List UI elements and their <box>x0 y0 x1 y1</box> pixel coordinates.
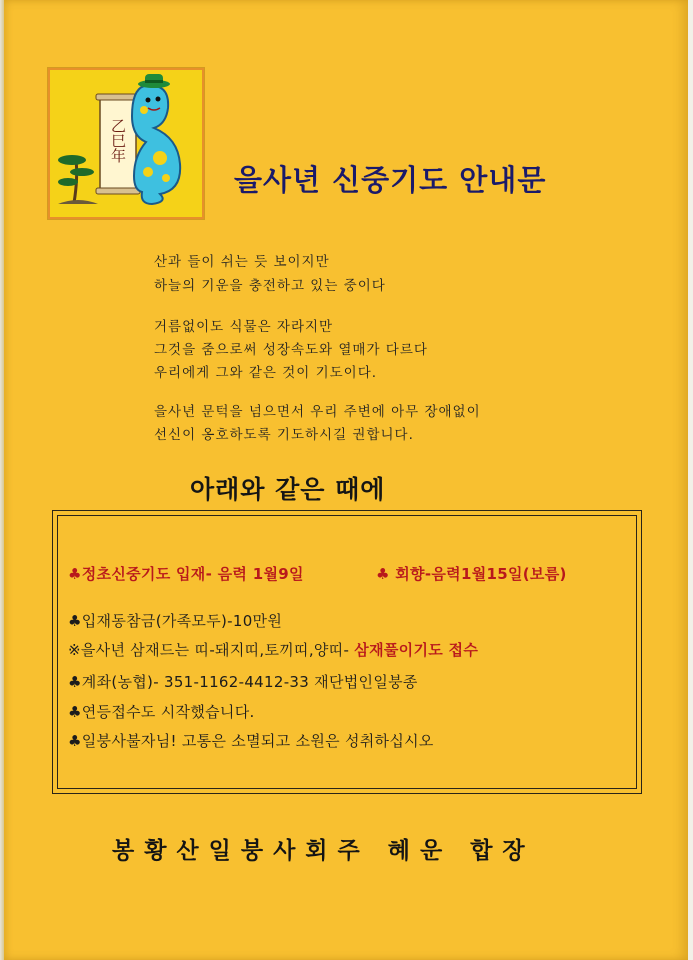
page-title: 을사년 신중기도 안내문 <box>234 163 547 197</box>
fee-line: ♣입재동참금(가족모두)-10만원 <box>68 612 283 630</box>
poem-line: 을사년 문턱을 넘으면서 우리 주변에 아무 장애없이 <box>154 404 481 420</box>
scroll-text: 乙巳年 <box>109 118 127 163</box>
flyer <box>4 0 688 960</box>
schedule-start: ♣정초신중기도 입재- 음력 1월9일 <box>68 565 304 583</box>
poem-line: 산과 들이 쉬는 듯 보이지만 <box>154 254 330 270</box>
poem-line: 하늘의 기운을 충전하고 있는 중이다 <box>154 278 386 294</box>
account-line: ♣계좌(농협)- 351-1162-4412-33 재단법인일붕종 <box>68 673 418 691</box>
samjae-line <box>68 639 478 660</box>
schedule-end: ♣ 회향-음력1월15일(보름) <box>376 565 567 583</box>
poem-line: 선신이 옹호하도록 기도하시길 권합니다. <box>154 427 414 443</box>
poem-line: 우리에게 그와 같은 것이 기도이다. <box>154 365 378 381</box>
lantern-line: ♣연등접수도 시작했습니다. <box>68 703 255 721</box>
samjae-highlight: 삼재풀이기도 접수 <box>354 641 479 659</box>
subheading: 아래와 같은 때에 <box>190 475 386 504</box>
poem-line: 그것을 줌으로써 성장속도와 열매가 다르다 <box>154 342 428 358</box>
signature: 봉황산일붕사회주 혜운 합장 <box>112 838 535 864</box>
blessing-line: ♣일붕사불자님! 고통은 소멸되고 소원은 성취하십시오 <box>68 732 434 750</box>
poem-line: 거름없이도 식물은 자라지만 <box>154 319 334 335</box>
logo-illustration <box>47 67 205 220</box>
samjae-prefix: ※을사년 삼재드는 띠-돼지띠,토끼띠,양띠- <box>68 641 350 659</box>
